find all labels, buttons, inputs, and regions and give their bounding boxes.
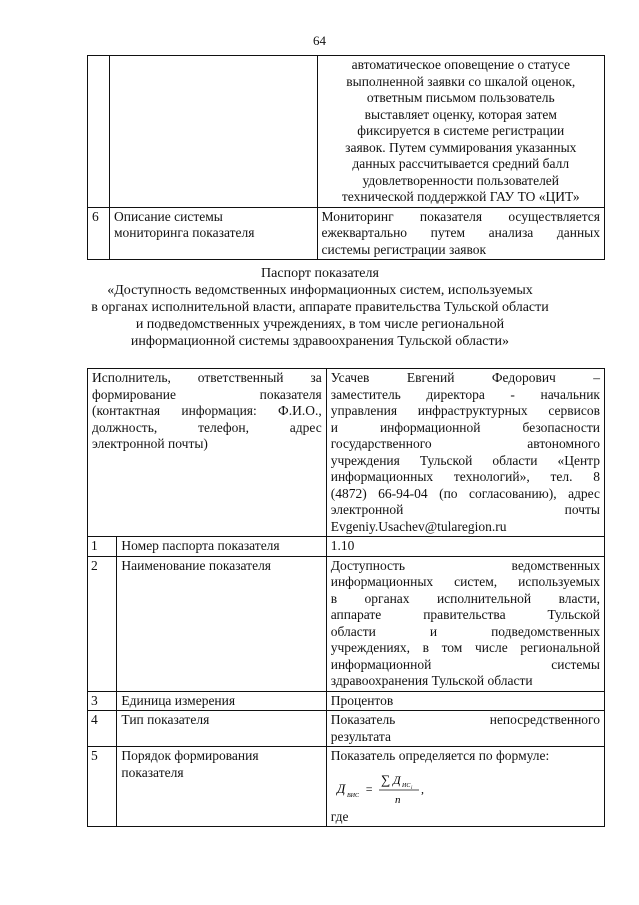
text-line: данных рассчитывается средний балл bbox=[352, 156, 570, 171]
table-row bbox=[88, 537, 605, 557]
text-line: области и подведомственных bbox=[330, 623, 600, 639]
text-line: информационных технологий», тел. 8 bbox=[330, 469, 600, 484]
text-line: Мониторинг показателя осуществляется bbox=[321, 208, 600, 224]
row-label: Тип показателя bbox=[117, 711, 326, 747]
table-cell bbox=[88, 56, 110, 208]
formula-num-sub-i: i bbox=[410, 785, 413, 791]
passport-title bbox=[60, 265, 580, 350]
table-row bbox=[88, 711, 605, 747]
title-line: информационной системы здравоохранения Тульской области» bbox=[130, 334, 510, 349]
row-value bbox=[326, 556, 604, 691]
title-line: в органах исполнительной власти, аппарате правительства Тульской области bbox=[91, 300, 549, 315]
text-line: Процентов bbox=[330, 692, 394, 708]
top-table bbox=[87, 55, 605, 260]
text-line: Исполнитель, ответственный за bbox=[92, 370, 322, 385]
formula-num: Д bbox=[392, 772, 401, 787]
title-line: Паспорт показателя bbox=[261, 266, 379, 281]
text-line: автоматическое оповещение о статусе bbox=[351, 57, 570, 72]
text-line: фиксируется в системе регистрации bbox=[357, 123, 565, 138]
row-number: 3 bbox=[88, 691, 117, 711]
text-line: Доступность ведомственных bbox=[330, 557, 600, 573]
text-line: информационных систем, используемых bbox=[330, 574, 600, 589]
row-label: Номер паспорта показателя bbox=[117, 537, 326, 557]
row-value bbox=[326, 747, 604, 827]
text-line: управления инфраструктурных сервисов bbox=[330, 403, 600, 418]
table-row bbox=[88, 56, 605, 208]
text-line: системы регистрации заявок bbox=[321, 241, 487, 257]
text-line: 1.10 bbox=[330, 538, 355, 553]
text-line: аппарате правительства Тульской bbox=[330, 607, 600, 622]
row-value bbox=[326, 711, 604, 747]
row-value bbox=[317, 207, 604, 260]
text-line: Показатель непосредственного bbox=[330, 712, 600, 727]
row-label bbox=[117, 747, 326, 827]
text-line: ежеквартально путем анализа данных bbox=[321, 225, 600, 240]
text-line: заявок. Путем суммирования указанных bbox=[345, 139, 577, 155]
text-line: учреждения Тульской области «Центр bbox=[330, 452, 600, 468]
text-line: ответным письмом пользователь bbox=[366, 90, 555, 105]
text-line: мониторинга показателя bbox=[113, 225, 255, 240]
text-line: информационной системы bbox=[330, 656, 600, 672]
table-row bbox=[88, 691, 605, 711]
formula bbox=[331, 769, 600, 809]
row-number: 5 bbox=[88, 747, 117, 827]
text-line: в органах исполнительной власти, bbox=[330, 590, 600, 606]
row-value bbox=[326, 537, 604, 557]
equals-sign: = bbox=[364, 781, 373, 796]
formula-num-sub: ИС bbox=[401, 782, 411, 789]
text-line: (контактная информация: Ф.И.О., bbox=[92, 403, 322, 418]
text-line: выполненной заявки со шкалой оценок, bbox=[346, 73, 576, 89]
text-line: учреждениях, в том числе региональной bbox=[330, 640, 600, 655]
table-row bbox=[88, 369, 605, 537]
table-row bbox=[88, 556, 605, 691]
text-line: формирование показателя bbox=[92, 386, 322, 402]
title-line: «Доступность ведомственных информационных систем, используемых bbox=[107, 283, 533, 298]
executor-label bbox=[88, 369, 327, 537]
email-link: Evgeniy.Usachev@tularegion.ru bbox=[330, 518, 507, 534]
text-line: должность, телефон, адрес bbox=[92, 419, 322, 435]
row-label: Единица измерения bbox=[117, 691, 326, 711]
continuation-cell bbox=[317, 56, 604, 208]
row-label bbox=[109, 207, 317, 260]
formula-lhs: Д bbox=[336, 780, 346, 796]
row-number: 4 bbox=[88, 711, 117, 747]
formula-den: n bbox=[394, 793, 401, 806]
text-line: электронной почты) bbox=[92, 436, 208, 451]
executor-value bbox=[326, 369, 604, 537]
row-value bbox=[326, 691, 604, 711]
text-line: результата bbox=[330, 728, 391, 744]
text-line: Порядок формирования bbox=[121, 748, 259, 763]
text-line: технической поддержкой ГАУ ТО «ЦИТ» bbox=[341, 189, 580, 204]
text-line: где bbox=[330, 808, 349, 824]
text-line: Описание системы bbox=[113, 208, 223, 224]
page-number: 64 bbox=[313, 33, 326, 48]
text-line: показателя bbox=[121, 764, 184, 780]
row-number: 1 bbox=[88, 537, 117, 557]
row-label: Наименование показателя bbox=[117, 556, 326, 691]
text-line: и информационной безопасности bbox=[330, 419, 600, 435]
formula-lhs-sub: ВИС bbox=[346, 792, 359, 799]
text-line: выставляет оценку, которая затем bbox=[364, 106, 557, 122]
text-line: здравоохранения Тульской области bbox=[330, 673, 533, 688]
table-row bbox=[88, 207, 605, 260]
table-cell bbox=[109, 56, 317, 208]
text-line: государственного автономного bbox=[330, 436, 600, 451]
table-row bbox=[88, 747, 605, 827]
formula-graphic bbox=[335, 769, 455, 809]
text-line: Усачев Евгений Федорович – bbox=[330, 370, 600, 385]
text-line: заместитель директора - начальник bbox=[330, 386, 600, 402]
formula-intro: Показатель определяется по формуле: bbox=[330, 748, 550, 763]
row-number: 6 bbox=[88, 207, 110, 260]
text-line: (4872) 66-94-04 (по согласованию), адрес bbox=[330, 485, 600, 501]
row-number: 2 bbox=[88, 556, 117, 691]
passport-table bbox=[87, 368, 605, 827]
formula-comma: , bbox=[420, 781, 424, 796]
text-line: удовлетворенности пользователей bbox=[362, 172, 560, 188]
text-line: электронной почты bbox=[330, 502, 600, 517]
title-line: и подведомственных учреждениях, в том числе региональной bbox=[135, 317, 505, 332]
formula-sum: ∑ bbox=[380, 771, 391, 787]
